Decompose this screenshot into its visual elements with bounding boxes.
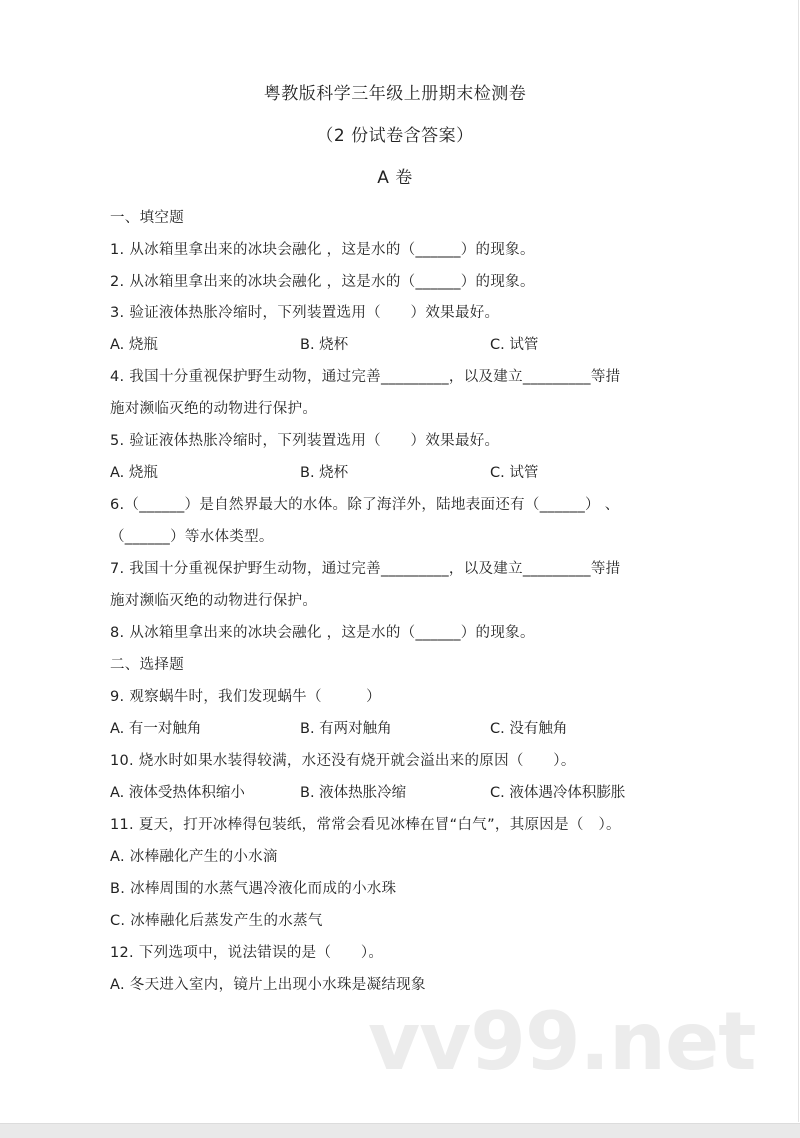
option-c: C. 没有触角 [490,721,568,737]
option-b: B. 液体热胀冷缩 [300,785,407,801]
option-c: C. 液体遇冷体积膨胀 [490,785,626,801]
question-12: 12. 下列选项中，说法错误的是（ ）。 [110,945,384,961]
option-a: A. 烧瓶 [110,465,158,481]
question-11-option-a: A. 冰棒融化产生的小水滴 [110,849,278,865]
question-11: 11. 夏天，打开冰棒得包装纸，常常会看见冰棒在冒“白气”，其原因是（ ）。 [110,817,621,833]
option-b: B. 烧杯 [300,337,349,353]
option-a: A. 有一对触角 [110,721,202,737]
document-title: 粤教版科学三年级上册期末检测卷 [263,84,527,104]
question-3: 3. 验证液体热胀冷缩时，下列装置选用（ ）效果最好。 [110,305,500,321]
question-6-line-1: 6.（______）是自然界最大的水体。除了海洋外，陆地表面还有（______） 、 [110,497,620,513]
paper-label: A 卷 [377,168,413,188]
question-2: 2. 从冰箱里拿出来的冰块会融化 ，这是水的（______）的现象。 [110,274,535,290]
option-a: A. 液体受热体积缩小 [110,785,245,801]
page-bottom-edge [0,1123,800,1138]
section-heading-fill-blank: 一、填空题 [110,210,184,226]
watermark: vv99.net [368,995,756,1088]
option-b: B. 有两对触角 [300,721,392,737]
option-c: C. 试管 [490,337,539,353]
option-c: C. 试管 [490,465,539,481]
document-subtitle: （2 份试卷含答案） [316,126,474,146]
question-9: 9. 观察蜗牛时，我们发现蜗牛（ ） [110,689,381,705]
question-1: 1. 从冰箱里拿出来的冰块会融化 ，这是水的（______）的现象。 [110,242,535,258]
question-7-line-1: 7. 我国十分重视保护野生动物，通过完善_________，以及建立_________等措 [110,561,621,577]
question-6-line-2: （______）等水体类型。 [110,529,274,545]
question-12-option-a: A. 冬天进入室内，镜片上出现小水珠是凝结现象 [110,977,426,993]
question-4-line-2: 施对濒临灭绝的动物进行保护。 [110,401,318,417]
question-11-option-c: C. 冰棒融化后蒸发产生的水蒸气 [110,913,323,929]
option-b: B. 烧杯 [300,465,349,481]
question-7-line-2: 施对濒临灭绝的动物进行保护。 [110,593,318,609]
section-heading-choice: 二、选择题 [110,657,184,673]
question-5: 5. 验证液体热胀冷缩时，下列装置选用（ ）效果最好。 [110,433,500,449]
option-a: A. 烧瓶 [110,337,158,353]
question-4-line-1: 4. 我国十分重视保护野生动物，通过完善_________，以及建立_________等措 [110,369,621,385]
question-8: 8. 从冰箱里拿出来的冰块会融化 ，这是水的（______）的现象。 [110,625,535,641]
question-10: 10. 烧水时如果水装得较满，水还没有烧开就会溢出来的原因（ ）。 [110,753,576,769]
question-11-option-b: B. 冰棒周围的水蒸气遇冷液化而成的小水珠 [110,881,397,897]
